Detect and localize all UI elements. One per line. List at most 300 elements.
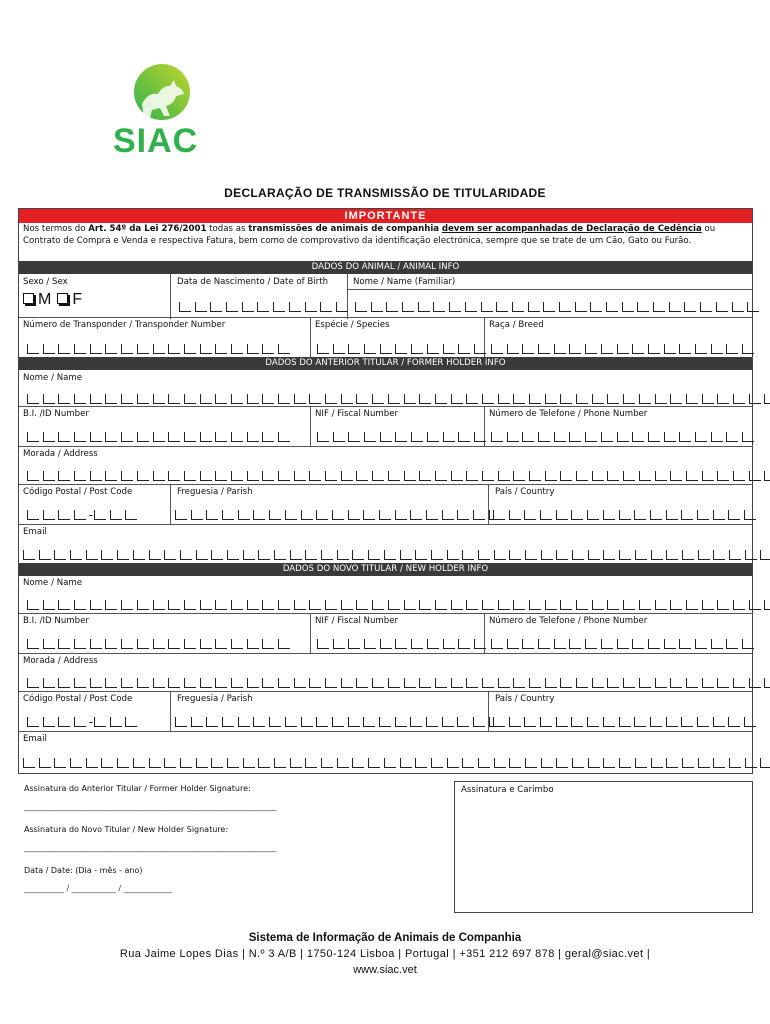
char-box bbox=[380, 639, 392, 649]
char-box bbox=[592, 471, 604, 481]
char-box bbox=[482, 471, 494, 481]
char-box bbox=[227, 758, 239, 768]
former-name-field[interactable] bbox=[27, 392, 770, 404]
char-box bbox=[560, 471, 572, 481]
char-box bbox=[278, 471, 290, 481]
char-box bbox=[253, 510, 265, 520]
char-box bbox=[670, 600, 682, 610]
char-box bbox=[435, 471, 447, 481]
char-box bbox=[388, 600, 400, 610]
char-box bbox=[74, 471, 86, 481]
char-box bbox=[309, 678, 321, 688]
char-box bbox=[179, 302, 191, 312]
new-name-label: Nome / Name bbox=[23, 578, 83, 588]
char-box bbox=[623, 394, 635, 404]
new-email-field[interactable] bbox=[23, 756, 770, 768]
char-box bbox=[491, 639, 503, 649]
char-box bbox=[400, 550, 412, 560]
char-box bbox=[341, 678, 353, 688]
char-box bbox=[679, 639, 691, 649]
char-box bbox=[607, 600, 619, 610]
char-box bbox=[717, 678, 729, 688]
char-box bbox=[491, 432, 503, 442]
char-box bbox=[121, 344, 133, 354]
char-box bbox=[679, 344, 691, 354]
char-box bbox=[305, 302, 317, 312]
char-box bbox=[603, 717, 615, 727]
char-box bbox=[372, 471, 384, 481]
char-box bbox=[43, 717, 55, 727]
new-postal-label: Código Postal / Post Code bbox=[23, 694, 133, 704]
char-box bbox=[571, 717, 583, 727]
char-box bbox=[576, 600, 588, 610]
char-box bbox=[639, 600, 651, 610]
char-box bbox=[101, 550, 113, 560]
char-box bbox=[632, 432, 644, 442]
char-box bbox=[58, 600, 70, 610]
char-box bbox=[105, 678, 117, 688]
char-box bbox=[419, 600, 431, 610]
char-box bbox=[528, 302, 540, 312]
char-box bbox=[247, 394, 259, 404]
char-box bbox=[253, 717, 265, 727]
char-box bbox=[153, 678, 165, 688]
char-box bbox=[211, 550, 223, 560]
char-box bbox=[289, 302, 301, 312]
char-box bbox=[632, 639, 644, 649]
char-box bbox=[576, 678, 588, 688]
char-box bbox=[726, 432, 738, 442]
char-box bbox=[749, 394, 761, 404]
char-box bbox=[482, 678, 494, 688]
char-box bbox=[231, 432, 243, 442]
char-box bbox=[137, 678, 149, 688]
char-box bbox=[363, 510, 375, 520]
char-box bbox=[637, 302, 649, 312]
char-box bbox=[274, 758, 286, 768]
char-box bbox=[242, 302, 254, 312]
char-box bbox=[290, 758, 302, 768]
char-box bbox=[243, 550, 255, 560]
char-box bbox=[764, 471, 770, 481]
breed-field[interactable] bbox=[491, 342, 758, 354]
char-box bbox=[713, 510, 725, 520]
char-box bbox=[491, 344, 503, 354]
date-line[interactable]: __________ / ___________ / ____________ bbox=[24, 884, 172, 893]
char-box bbox=[105, 394, 117, 404]
former-id-field[interactable] bbox=[27, 430, 294, 442]
char-box bbox=[121, 678, 133, 688]
char-box bbox=[262, 600, 274, 610]
char-box bbox=[133, 550, 145, 560]
char-box bbox=[164, 758, 176, 768]
char-box bbox=[348, 432, 360, 442]
char-box bbox=[269, 510, 281, 520]
char-box bbox=[404, 678, 416, 688]
char-box bbox=[133, 758, 145, 768]
new-nif-label: NIF / Fiscal Number bbox=[315, 616, 399, 626]
char-box bbox=[462, 550, 474, 560]
char-box bbox=[669, 302, 681, 312]
char-box bbox=[294, 394, 306, 404]
char-box bbox=[238, 717, 250, 727]
family-name-field[interactable] bbox=[355, 300, 763, 312]
char-box bbox=[153, 639, 165, 649]
char-box bbox=[404, 471, 416, 481]
char-box bbox=[278, 432, 290, 442]
char-box bbox=[648, 432, 660, 442]
char-box bbox=[149, 758, 161, 768]
char-box bbox=[700, 302, 712, 312]
char-box bbox=[200, 678, 212, 688]
char-box bbox=[494, 758, 506, 768]
char-box bbox=[74, 344, 86, 354]
char-box bbox=[482, 394, 494, 404]
char-box bbox=[90, 678, 102, 688]
char-box bbox=[466, 600, 478, 610]
char-box bbox=[729, 550, 741, 560]
char-box bbox=[655, 600, 667, 610]
char-box bbox=[592, 600, 604, 610]
char-box bbox=[525, 550, 537, 560]
char-box bbox=[348, 510, 360, 520]
char-box bbox=[364, 432, 376, 442]
char-box bbox=[43, 394, 55, 404]
char-box bbox=[149, 550, 161, 560]
char-box bbox=[325, 394, 337, 404]
char-box bbox=[372, 678, 384, 688]
char-box bbox=[153, 432, 165, 442]
char-box bbox=[86, 758, 98, 768]
char-box bbox=[74, 717, 86, 727]
char-box bbox=[90, 344, 102, 354]
char-box bbox=[137, 471, 149, 481]
transponder-label: Número de Transponder / Transponder Number bbox=[23, 320, 226, 330]
char-box bbox=[729, 758, 741, 768]
char-box bbox=[27, 344, 39, 354]
char-box bbox=[601, 639, 613, 649]
char-box bbox=[650, 510, 662, 520]
char-box bbox=[513, 600, 525, 610]
char-box bbox=[137, 432, 149, 442]
char-box bbox=[554, 344, 566, 354]
char-box bbox=[607, 678, 619, 688]
char-box bbox=[744, 717, 756, 727]
char-box bbox=[355, 302, 367, 312]
char-box bbox=[713, 717, 725, 727]
char-box bbox=[43, 639, 55, 649]
char-box bbox=[465, 302, 477, 312]
char-box bbox=[371, 302, 383, 312]
char-box bbox=[427, 344, 439, 354]
char-box bbox=[380, 344, 392, 354]
char-box bbox=[585, 639, 597, 649]
char-box bbox=[764, 394, 770, 404]
char-box bbox=[540, 717, 552, 727]
new-phone-label: Número de Telefone / Phone Number bbox=[489, 616, 648, 626]
char-box bbox=[648, 639, 660, 649]
char-box bbox=[726, 344, 738, 354]
char-box bbox=[168, 678, 180, 688]
char-box bbox=[58, 639, 70, 649]
char-box bbox=[184, 394, 196, 404]
char-box bbox=[341, 394, 353, 404]
char-box bbox=[466, 678, 478, 688]
char-box bbox=[94, 510, 106, 520]
char-box bbox=[333, 639, 345, 649]
char-box bbox=[332, 510, 344, 520]
char-box bbox=[262, 432, 274, 442]
char-box bbox=[168, 600, 180, 610]
char-box bbox=[726, 639, 738, 649]
char-box bbox=[54, 550, 66, 560]
new-phone-field[interactable] bbox=[491, 637, 758, 649]
char-box bbox=[317, 432, 329, 442]
char-box bbox=[684, 302, 696, 312]
char-box bbox=[105, 344, 117, 354]
char-box bbox=[529, 471, 541, 481]
new-parish-field[interactable] bbox=[175, 715, 504, 727]
char-box bbox=[278, 344, 290, 354]
new-address-field[interactable] bbox=[27, 676, 770, 688]
char-box bbox=[742, 432, 754, 442]
char-box bbox=[153, 394, 165, 404]
char-box bbox=[587, 717, 599, 727]
char-box bbox=[623, 600, 635, 610]
new-parish-label: Freguesia / Parish bbox=[177, 694, 253, 704]
char-box bbox=[274, 550, 286, 560]
stamp-box[interactable] bbox=[454, 781, 753, 913]
char-box bbox=[317, 639, 329, 649]
former-nif-field[interactable] bbox=[317, 430, 490, 442]
char-box bbox=[74, 510, 86, 520]
former-country-field[interactable] bbox=[493, 508, 760, 520]
char-box bbox=[395, 510, 407, 520]
former-phone-field[interactable] bbox=[491, 430, 758, 442]
char-box bbox=[634, 510, 646, 520]
former-parish-field[interactable] bbox=[175, 508, 504, 520]
char-box bbox=[191, 510, 203, 520]
char-box bbox=[695, 344, 707, 354]
char-box bbox=[215, 432, 227, 442]
char-box bbox=[215, 471, 227, 481]
char-box bbox=[447, 758, 459, 768]
char-box bbox=[54, 758, 66, 768]
char-box bbox=[711, 432, 723, 442]
char-box bbox=[576, 471, 588, 481]
former-id-label: B.I. /ID Number bbox=[23, 409, 89, 419]
sex-m-checkbox[interactable]: M bbox=[23, 291, 51, 309]
new-postal-field[interactable] bbox=[27, 715, 141, 727]
former-address-field[interactable] bbox=[27, 469, 770, 481]
char-box bbox=[105, 639, 117, 649]
char-box bbox=[632, 344, 644, 354]
char-box bbox=[200, 432, 212, 442]
char-box bbox=[257, 302, 269, 312]
former-email-field[interactable] bbox=[23, 548, 770, 560]
char-box bbox=[745, 758, 757, 768]
char-box bbox=[509, 758, 521, 768]
char-box bbox=[90, 600, 102, 610]
char-box bbox=[556, 510, 568, 520]
new-nif-field[interactable] bbox=[317, 637, 490, 649]
former-signature-line[interactable]: ________________________________________________________________________ bbox=[24, 802, 276, 811]
char-box bbox=[247, 600, 259, 610]
char-box bbox=[168, 394, 180, 404]
char-box bbox=[262, 639, 274, 649]
char-box bbox=[698, 550, 710, 560]
char-box bbox=[686, 394, 698, 404]
document-title: DECLARAÇÃO DE TRANSMISSÃO DE TITULARIDADE bbox=[224, 186, 546, 200]
char-box bbox=[760, 550, 770, 560]
char-box bbox=[301, 717, 313, 727]
char-box bbox=[481, 302, 493, 312]
char-box bbox=[247, 639, 259, 649]
char-box bbox=[569, 432, 581, 442]
char-box bbox=[457, 510, 469, 520]
char-box bbox=[320, 302, 332, 312]
char-box bbox=[560, 600, 572, 610]
char-box bbox=[404, 394, 416, 404]
char-box bbox=[372, 394, 384, 404]
char-box bbox=[58, 471, 70, 481]
char-box bbox=[317, 344, 329, 354]
char-box bbox=[522, 639, 534, 649]
char-box bbox=[569, 344, 581, 354]
char-box bbox=[90, 639, 102, 649]
date-label: Data / Date: (Dia - mês - ano) bbox=[24, 866, 143, 875]
char-box bbox=[316, 510, 328, 520]
char-box bbox=[717, 471, 729, 481]
char-box bbox=[554, 639, 566, 649]
char-box bbox=[110, 717, 122, 727]
footer-web[interactable]: www.siac.vet bbox=[353, 964, 417, 976]
char-box bbox=[290, 550, 302, 560]
important-heading: IMPORTANTE bbox=[19, 209, 752, 223]
new-country-field[interactable] bbox=[493, 715, 760, 727]
char-box bbox=[418, 302, 430, 312]
char-box bbox=[27, 678, 39, 688]
char-box bbox=[619, 550, 631, 560]
char-box bbox=[764, 678, 770, 688]
char-box bbox=[110, 510, 122, 520]
char-box bbox=[443, 432, 455, 442]
former-email-label: Email bbox=[23, 527, 47, 537]
char-box bbox=[211, 758, 223, 768]
char-box bbox=[666, 717, 678, 727]
char-box bbox=[27, 471, 39, 481]
former-address-label: Morada / Address bbox=[23, 449, 98, 459]
stamp-label: Assinatura e Carimbo bbox=[461, 785, 554, 795]
char-box bbox=[388, 678, 400, 688]
char-box bbox=[619, 717, 631, 727]
char-box bbox=[653, 302, 665, 312]
char-box bbox=[364, 344, 376, 354]
char-box bbox=[419, 394, 431, 404]
char-box bbox=[498, 600, 510, 610]
char-box bbox=[121, 471, 133, 481]
char-box bbox=[764, 600, 770, 610]
former-country-label: País / Country bbox=[495, 487, 555, 497]
char-box bbox=[601, 432, 613, 442]
char-box bbox=[316, 717, 328, 727]
new-id-field[interactable] bbox=[27, 637, 294, 649]
former-postal-field[interactable] bbox=[27, 508, 141, 520]
char-box bbox=[622, 302, 634, 312]
char-box bbox=[341, 471, 353, 481]
char-box bbox=[222, 510, 234, 520]
char-box bbox=[74, 432, 86, 442]
char-box bbox=[507, 344, 519, 354]
dob-field[interactable] bbox=[179, 300, 352, 312]
char-box bbox=[278, 639, 290, 649]
char-box bbox=[702, 600, 714, 610]
char-box bbox=[333, 344, 345, 354]
char-box bbox=[498, 394, 510, 404]
char-box bbox=[588, 550, 600, 560]
char-box bbox=[184, 344, 196, 354]
char-box bbox=[94, 717, 106, 727]
char-box bbox=[498, 678, 510, 688]
species-field[interactable] bbox=[317, 342, 490, 354]
char-box bbox=[545, 471, 557, 481]
char-box bbox=[635, 758, 647, 768]
char-box bbox=[474, 344, 486, 354]
section-former-holder: DADOS DO ANTERIOR TITULAR / FORMER HOLDER INFO bbox=[19, 357, 752, 370]
char-box bbox=[325, 471, 337, 481]
new-signature-line[interactable]: ________________________________________________________________________ bbox=[24, 843, 276, 852]
new-name-field[interactable] bbox=[27, 598, 770, 610]
char-box bbox=[273, 302, 285, 312]
sex-f-checkbox[interactable]: F bbox=[57, 291, 82, 309]
char-box bbox=[716, 302, 728, 312]
char-box bbox=[585, 432, 597, 442]
transponder-field[interactable] bbox=[27, 342, 294, 354]
char-box bbox=[395, 432, 407, 442]
char-box bbox=[74, 639, 86, 649]
char-box bbox=[543, 302, 555, 312]
char-box bbox=[125, 717, 137, 727]
char-box bbox=[200, 394, 212, 404]
former-phone-label: Número de Telefone / Phone Number bbox=[489, 409, 648, 419]
char-box bbox=[215, 600, 227, 610]
char-box bbox=[247, 432, 259, 442]
char-box bbox=[733, 471, 745, 481]
char-box bbox=[451, 600, 463, 610]
char-box bbox=[43, 600, 55, 610]
former-parish-label: Freguesia / Parish bbox=[177, 487, 253, 497]
char-box bbox=[651, 550, 663, 560]
char-box bbox=[137, 600, 149, 610]
char-box bbox=[732, 302, 744, 312]
char-box bbox=[168, 639, 180, 649]
breed-label: Raça / Breed bbox=[489, 320, 544, 330]
char-box bbox=[545, 600, 557, 610]
char-box bbox=[258, 550, 270, 560]
char-box bbox=[227, 550, 239, 560]
char-box bbox=[301, 510, 313, 520]
char-box bbox=[27, 600, 39, 610]
char-box bbox=[105, 600, 117, 610]
char-box bbox=[664, 432, 676, 442]
char-box bbox=[27, 394, 39, 404]
char-box bbox=[70, 550, 82, 560]
char-box bbox=[125, 510, 137, 520]
char-box bbox=[512, 302, 524, 312]
sex-label: Sexo / Sex bbox=[23, 277, 68, 287]
char-box bbox=[513, 678, 525, 688]
char-box bbox=[572, 550, 584, 560]
